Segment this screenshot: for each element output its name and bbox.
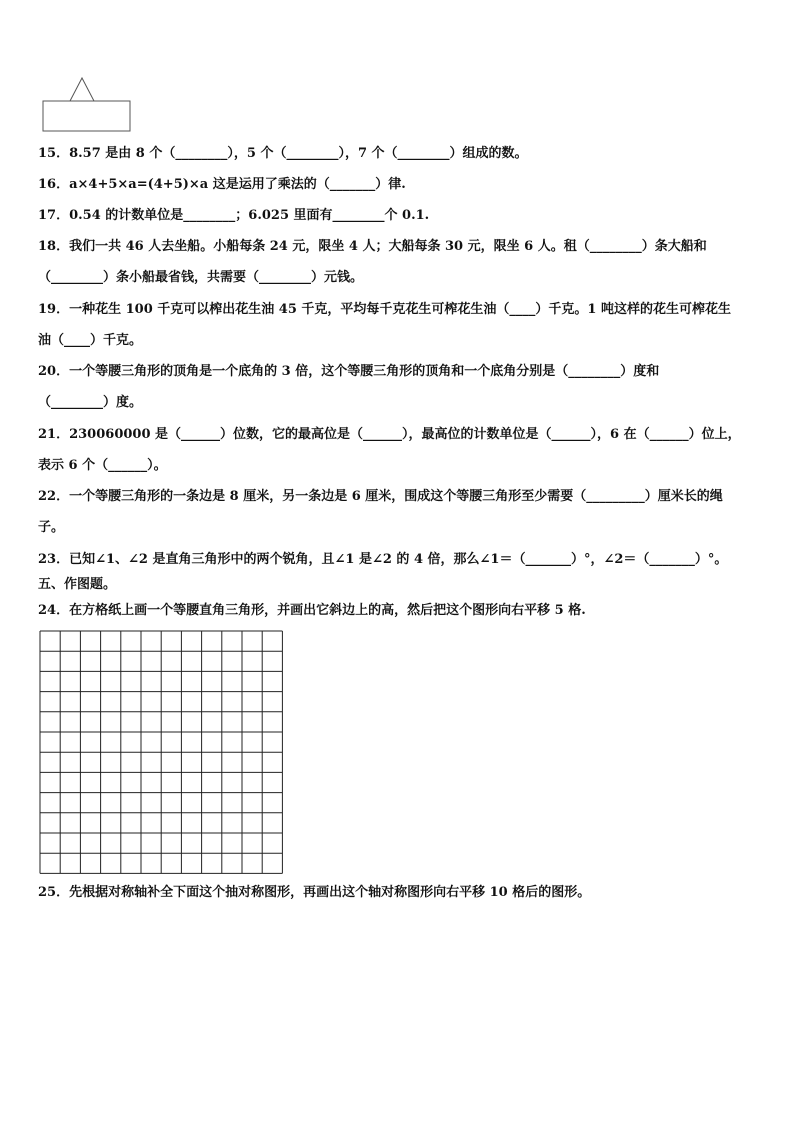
question-18-line-2: （________）条小船最省钱，共需要（________）元钱。 xyxy=(38,270,364,285)
question-19 xyxy=(38,294,760,356)
question-23: 23．已知∠1、∠2 是直角三角形中的两个锐角，且∠1 是∠2 的 4 倍，那么∠1＝（_______）°，∠2＝（_______）°。 xyxy=(38,552,728,567)
question-20-line-2: （________）度。 xyxy=(38,395,143,410)
question-21-line-1: 21．230060000 是（______）位数，它的最高位是（______），最高位的计数单位是（______），6 在（______）位上， xyxy=(38,427,741,442)
question-22 xyxy=(38,481,760,543)
question-21 xyxy=(38,419,760,481)
square-grid-paper xyxy=(39,630,286,876)
question-17: 17．0.54 的计数单位是________；6.025 里面有________个 0.1. xyxy=(38,208,430,223)
question-19-line-2: 油（____）千克。 xyxy=(38,333,143,348)
question-15: 15．8.57 是由 8 个（________），5 个（________），7 个（________）组成的数。 xyxy=(38,146,528,161)
question-21-line-2: 表示 6 个（______）。 xyxy=(38,458,167,473)
question-22-line-2: 子。 xyxy=(38,520,65,535)
question-20 xyxy=(38,356,760,418)
section-5-title: 五、作图题。 xyxy=(38,577,117,592)
question-18 xyxy=(38,231,760,293)
question-19-line-1: 19．一种花生 100 千克可以榨出花生油 45 千克，平均每千克花生可榨花生油（____）千克。1 吨这样的花生可榨花生 xyxy=(38,302,731,317)
question-18-line-1: 18．我们一共 46 人去坐船。小船每条 24 元，限坐 4 人；大船每条 30 元，限坐 6 人。租（________）条大船和 xyxy=(38,239,707,254)
question-24: 24．在方格纸上画一个等腰直角三角形，并画出它斜边上的高，然后把这个图形向右平移 5 格. xyxy=(38,603,586,618)
question-22-line-1: 22．一个等腰三角形的一条边是 8 厘米，另一条边是 6 厘米，围成这个等腰三角形至少需要（_________）厘米长的绳 xyxy=(38,489,723,504)
question-25: 25．先根据对称轴补全下面这个抽对称图形，再画出这个轴对称图形向右平移 10 格后的图形。 xyxy=(38,885,591,900)
question-16: 16．a×4+5×a=(4+5)×a 这是运用了乘法的（_______）律. xyxy=(38,177,406,192)
house-figure xyxy=(42,76,134,136)
question-20-line-1: 20．一个等腰三角形的顶角是一个底角的 3 倍，这个等腰三角形的顶角和一个底角分别是（________）度和 xyxy=(38,364,660,379)
